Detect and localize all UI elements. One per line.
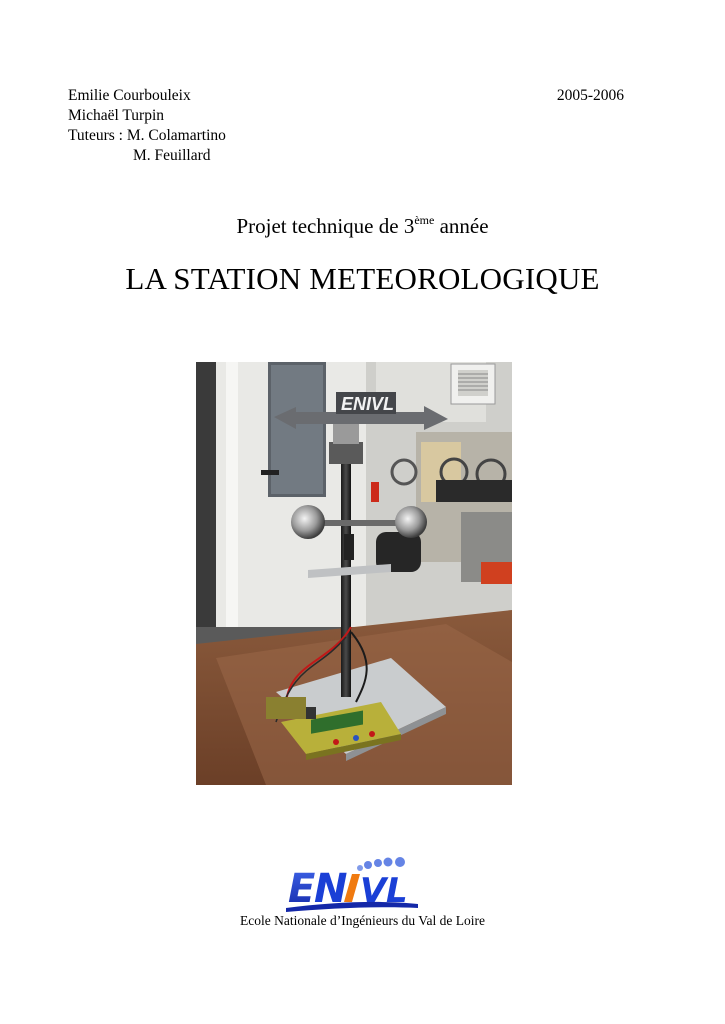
- enivl-logo: [282, 856, 422, 912]
- school-name: Ecole Nationale d’Ingénieurs du Val de Loire: [240, 913, 485, 928]
- svg-text:V: V: [360, 871, 387, 911]
- logo-text: E: [288, 866, 316, 912]
- tutor-2: M. Feuillard: [133, 147, 211, 164]
- weather-station-photo: [196, 362, 512, 785]
- author-1: Emilie Courbouleix: [68, 87, 191, 104]
- document-title: LA STATION METEOROLOGIQUE: [125, 261, 600, 296]
- svg-text:N: N: [314, 866, 348, 912]
- authors-block: [68, 86, 226, 166]
- subtitle-superscript: ème: [414, 213, 435, 227]
- project-subtitle: [0, 214, 725, 239]
- author-2: Michaël Turpin: [68, 107, 165, 124]
- tutors-label: Tuteurs :: [68, 127, 127, 144]
- tutors-line: [68, 126, 226, 146]
- academic-year: 2005-2006: [556, 87, 624, 104]
- subtitle-text: Projet technique de 3: [236, 214, 415, 238]
- svg-text:L: L: [386, 871, 408, 911]
- svg-text:ENIVL: ENIVL: [341, 394, 395, 414]
- tutor-1: M. Colamartino: [126, 127, 226, 144]
- subtitle-suffix: année: [434, 214, 489, 238]
